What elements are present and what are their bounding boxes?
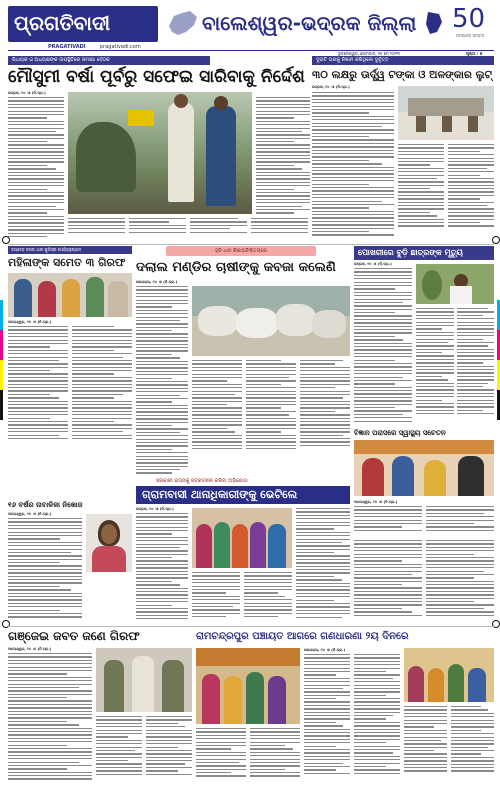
story-photo <box>354 440 494 496</box>
story-kicker: ହରି ଧାନ କିଣାଅନିଶ୍ଚିତତାରେ <box>215 248 267 254</box>
page-number: ପୃଷ୍ଠା : ୭ <box>466 51 483 56</box>
paper-name: ପ୍ରଗତିବାଦୀ <box>14 11 111 35</box>
story-kicker: ସରକାରୀ ରାସ୍ତାକୁ ଜବରଦଖଲ କରିବା ଅଭିଯୋଗ <box>156 478 248 484</box>
story-photo <box>8 273 132 317</box>
kicker-box <box>166 246 316 256</box>
story-byline: ଭଦ୍ରକ, ୧୪ ।୫ (ନି.ପ୍ର.) <box>354 262 392 266</box>
story-headline: ପୋଖରୀରେ ବୁଡ଼ି ଛାତ୍ରଙ୍କ ମୃତ୍ୟୁ <box>358 248 463 257</box>
story-byline: ବାଲେଶ୍ୱର, ୧୪ ।୫ (ନି.ପ୍ର.) <box>8 320 52 324</box>
story-body <box>8 97 64 239</box>
website: pragativadi.com <box>100 44 141 50</box>
story-headline: ଗ୍ରାମବାସୀ ଥାନାଧିକାରୀଙ୍କୁ ଭେଟିଲେ <box>142 488 298 501</box>
story-photo <box>68 92 252 214</box>
story-missing-girl[interactable] <box>8 500 132 622</box>
story-pond-death[interactable] <box>354 246 494 426</box>
story-body <box>398 144 494 236</box>
story-photo <box>398 86 494 140</box>
headline-box <box>136 486 350 504</box>
story-headline: ଦଲାଲ ମଣ୍ଡିର ଚାଷୀଙ୍କୁ କବଜା କଲେଣି <box>136 260 336 275</box>
story-farmers[interactable] <box>136 246 350 478</box>
story-body <box>354 540 494 622</box>
story-body <box>404 706 494 780</box>
story-headline: ବିଜ୍ଞାନ ପରାସରେ ସ୍ୱାସ୍ଥ୍ୟ ସଚେତନ <box>354 429 446 437</box>
story-headline: ମୌସୁମୀ ବର୍ଷା ପୂର୍ବରୁ ସଫେଇ ସାରିବାକୁ ନିର୍ଦ୍ଦେଶ <box>8 67 305 87</box>
story-kicker: ଜୟଦେବ ନଗର ଥାନା ପୁଲିସ୍‌ର କାର୍ଯ୍ୟାନୁଷ୍ଠାନ <box>11 247 82 252</box>
story-body <box>312 92 394 236</box>
story-body <box>8 518 82 618</box>
story-body <box>68 218 308 242</box>
anniversary-number: 50 <box>452 4 486 34</box>
district-map-icon <box>424 10 444 36</box>
story-body <box>196 728 300 780</box>
story-conference[interactable] <box>354 428 494 538</box>
story-body <box>296 508 350 620</box>
story-headline: ଗଞ୍ଜେଇ ଜବତ ଜଣେ ଗିରଫ <box>8 629 140 643</box>
story-kicker: ବିଧାୟକ ଓ ଅଧ୍ୟକ୍ଷଙ୍କ ଉପସ୍ଥିତିରେ ସମୀକ୍ଷା ବୈଠକ <box>12 57 110 63</box>
kicker-bar <box>312 56 494 65</box>
story-body <box>136 286 188 474</box>
masthead <box>8 4 494 54</box>
story-byline: ବାଲେଶ୍ୱର, ୧୪ ।୫ (ନି.ପ୍ର.) <box>8 647 52 651</box>
story-kicker: ଦୁଇଟି ଘରକୁ ନିଶାନ କରିଥିଲେ ଦୁର୍ବୃତ୍ତ <box>316 57 389 63</box>
dateline: ଭୁବନେଶ୍ୱର, ସୋମବାର, ୧୫ ମେ ୨୦୨୩ <box>338 51 401 56</box>
anniversary-caption: ସମ୍ପାଦକ ସମ୍ବାଦ <box>456 33 485 38</box>
story-photo <box>192 286 350 356</box>
anniversary-badge <box>448 4 494 40</box>
story-body <box>354 268 412 422</box>
story-body <box>256 97 310 215</box>
story-photo <box>192 508 292 568</box>
story-monsoon[interactable] <box>8 56 310 242</box>
story-ganja[interactable] <box>8 628 192 784</box>
story-body <box>96 716 192 780</box>
story-headline: ରାମଚନ୍ଦ୍ରପୁର ପଞ୍ଚାୟତ ଆଗରେ ଗଣଧାରଣା ୨ୟ ଦିନରେ <box>196 631 409 642</box>
story-loot[interactable] <box>312 56 494 242</box>
story-photo <box>196 648 300 724</box>
story-body <box>8 653 92 781</box>
story-photo <box>404 648 494 702</box>
paper-logo[interactable] <box>8 6 158 42</box>
story-byline: ବାଲେଶ୍ୱର, ୧୪ ।୫ (ନି.ପ୍ର.) <box>8 512 52 516</box>
kicker-bar <box>8 246 132 254</box>
story-body <box>304 654 400 780</box>
story-headline: ମହିଳାଙ୍କ ସମେତ ୩ ଗିରଫ <box>8 256 126 269</box>
story-body <box>136 513 188 621</box>
story-headline: ୩୦ ଲକ୍ଷରୁ ଊର୍ଦ୍ଧ୍ୱ ଟଙ୍କା ଓ ଅଳଙ୍କାର ଲୁଟ୍ <box>312 69 492 81</box>
story-body <box>192 360 350 474</box>
color-registration-strip <box>0 300 3 420</box>
story-villagers[interactable] <box>136 478 350 624</box>
story-dharana[interactable] <box>196 628 494 784</box>
story-byline: ଭୋଗରାଇ, ୧୪ ।୫ (ନି.ପ୍ର.) <box>304 648 346 652</box>
story-body <box>416 308 494 422</box>
story-byline: ଭଦ୍ରକ, ୧୪ ।୫ (ନି.ପ୍ର.) <box>312 85 350 89</box>
story-women-arrest[interactable] <box>8 246 132 496</box>
story-body <box>192 572 292 620</box>
story-body <box>354 506 494 536</box>
story-headline: ୧୬ ବର୍ଷର ନାବାଳିକା ନିଖୋଜ <box>8 501 83 509</box>
story-byline: ଭଦ୍ରକ, ୧୪ ।୫ (ନି.ପ୍ର.) <box>8 91 46 95</box>
missing-girl-photo <box>86 514 132 572</box>
story-byline: ବାଲେଶ୍ୱର, ୧୪ ।୫ (ନି.ପ୍ର.) <box>354 500 398 504</box>
kicker-bar <box>8 56 210 65</box>
section-divider <box>8 244 494 245</box>
state-map-icon <box>166 8 200 38</box>
story-byline: ଭୋଗରାଇ, ୧୪ ।୫ (ନି.ପ୍ର.) <box>136 280 178 284</box>
story-body <box>8 326 132 446</box>
paper-name-english: PRAGATIVADI <box>48 44 86 50</box>
story-byline: ଭଦ୍ରକ, ୧୪ ।୫ (ନି.ପ୍ର.) <box>136 507 174 511</box>
section-divider <box>8 626 494 627</box>
headline-bar <box>354 246 494 260</box>
story-photo <box>96 648 192 712</box>
edition-title: ବାଲେଶ୍ୱର-ଭଦ୍ରକ ଜିଲ୍ଲା <box>202 11 417 35</box>
story-photo <box>416 264 494 304</box>
